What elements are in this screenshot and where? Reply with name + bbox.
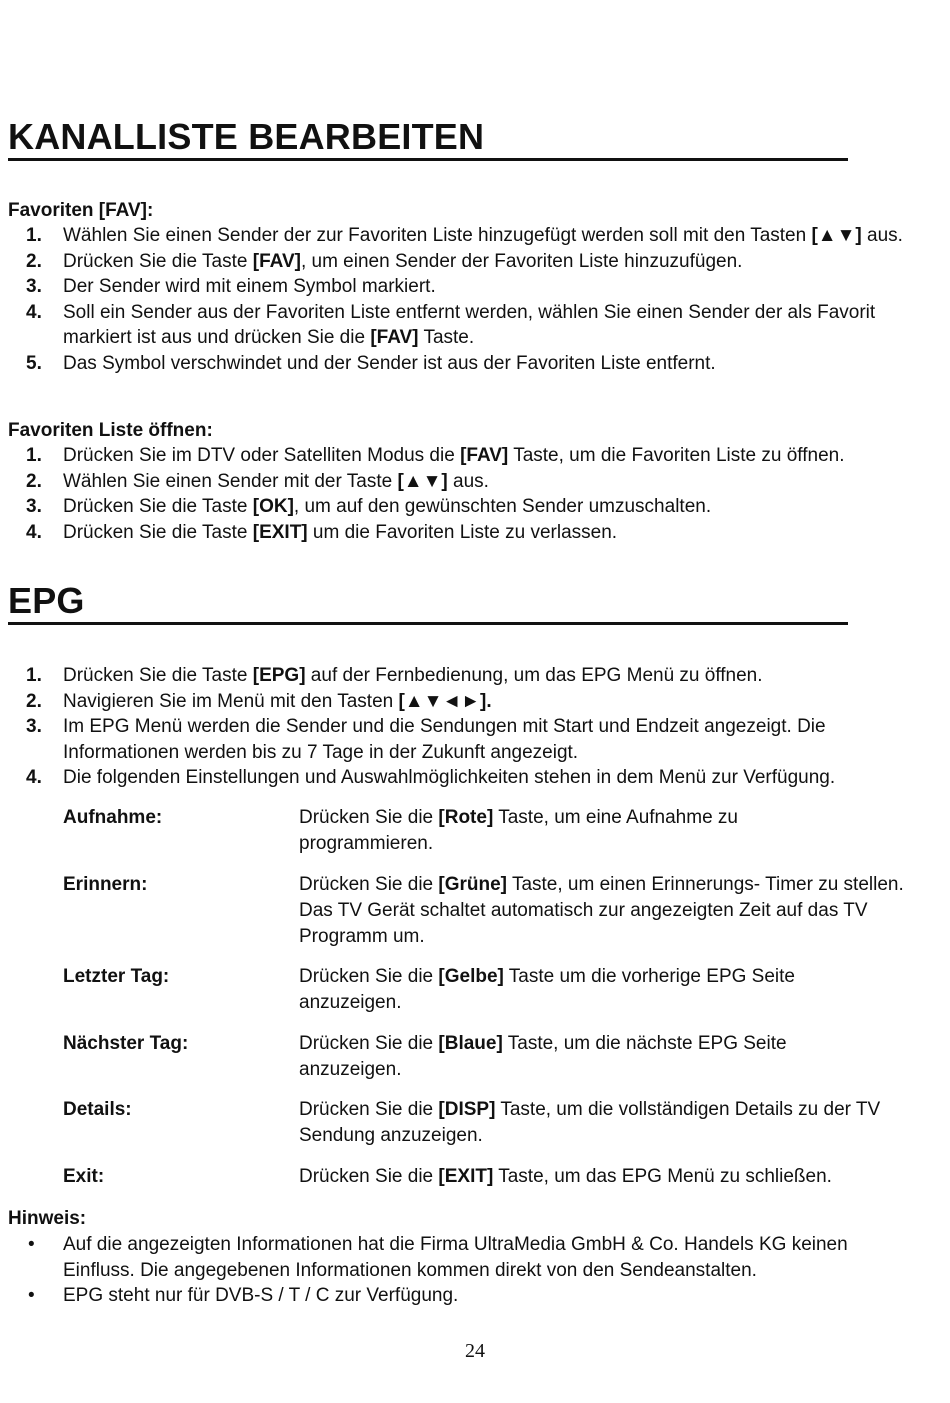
- option-description: Drücken Sie die [Rote] Taste, um eine Aufnahme zu programmieren.: [299, 807, 738, 854]
- step-number: 5.: [26, 352, 42, 374]
- option-term: Erinnern:: [63, 874, 148, 895]
- step-number: 2.: [26, 250, 42, 272]
- step-text: Der Sender wird mit einem Symbol markiert.: [63, 276, 436, 298]
- list-item: [0, 300, 920, 351]
- list-item: [0, 351, 920, 377]
- hinweis-heading: Hinweis:: [8, 1208, 87, 1229]
- step-text-end: aus.: [861, 225, 903, 246]
- step-number: 3.: [26, 276, 42, 298]
- key-label: [EXIT]: [438, 1166, 494, 1187]
- step-number: 2.: [26, 470, 42, 492]
- list-item: [0, 520, 920, 546]
- step-text: Drücken Sie die Taste: [63, 250, 253, 272]
- option-term: Letzter Tag:: [63, 966, 170, 987]
- list-item: [0, 663, 920, 689]
- key-label: [EPG]: [252, 665, 306, 686]
- option-description: Drücken Sie die [Blaue] Taste, um die nächste EPG Seite anzuzeigen.: [299, 1033, 787, 1080]
- step-number: 3.: [26, 496, 42, 518]
- option-term: Exit:: [63, 1166, 105, 1187]
- option-description: Drücken Sie die [Gelbe] Taste um die vorherige EPG Seite anzuzeigen.: [299, 966, 795, 1013]
- favoriten-heading: Favoriten [FAV]:: [8, 200, 154, 221]
- list-item: [0, 443, 920, 469]
- list-item: [0, 223, 920, 249]
- key-label: [▲▼]: [811, 225, 862, 246]
- step-text: Drücken Sie im DTV oder Satelliten Modus die: [63, 445, 461, 466]
- step-text: Im EPG Menü werden die Sender und die Sendungen mit Start und Endzeit angezeigt. Die Informationen werden bis zu 7 Tage in der Zukunft angezeigt.: [63, 716, 826, 763]
- section-title-kanalliste: KANALLISTE BEARBEITEN: [8, 116, 848, 161]
- step-number: 4.: [26, 767, 42, 789]
- section-title-epg: EPG: [8, 580, 848, 625]
- key-label: [Rote]: [438, 807, 494, 828]
- step-text-end: , um auf den gewünschten Sender umzuschalten.: [293, 496, 712, 518]
- epg-steps: [0, 663, 920, 791]
- option-term: Details:: [63, 1099, 132, 1120]
- list-item: [0, 249, 920, 275]
- key-label: [FAV]: [460, 445, 509, 466]
- list-item: [0, 274, 920, 300]
- step-text: Drücken Sie die Taste: [63, 496, 253, 518]
- step-text-end: auf der Fernbedienung, um das EPG Menü zu öffnen.: [305, 665, 763, 686]
- favoriten-steps: [0, 223, 920, 377]
- option-description: Drücken Sie die [EXIT] Taste, um das EPG Menü zu schließen.: [299, 1166, 832, 1187]
- step-text-end: Taste, um die Favoriten Liste zu öffnen.: [508, 445, 845, 466]
- bullet-icon: •: [28, 1234, 35, 1255]
- step-number: 1.: [26, 225, 42, 246]
- key-label: [EXIT]: [252, 521, 308, 543]
- step-number: 3.: [26, 716, 42, 738]
- step-text-end: aus.: [447, 470, 489, 492]
- list-item: [0, 494, 920, 520]
- step-text-end: , um einen Sender der Favoriten Liste hinzuzufügen.: [300, 250, 743, 272]
- key-label: [▲▼◄►].: [398, 690, 492, 712]
- key-label: [FAV]: [252, 250, 301, 272]
- note-text: Auf die angezeigten Informationen hat die Firma UltraMedia GmbH & Co. Handels KG keinen Einfluss. Die angegebenen Informationen kommen direkt von den Sendeanstalten.: [63, 1234, 848, 1281]
- option-term: Aufnahme:: [63, 807, 163, 828]
- step-number: 4.: [26, 521, 42, 543]
- step-text: Drücken Sie die Taste: [63, 665, 253, 686]
- step-text: Soll ein Sender aus der Favoriten Liste entfernt werden, wählen Sie einen Sender der als Favorit markiert ist aus und drücken Sie die: [63, 301, 876, 349]
- note-text: EPG steht nur für DVB-S / T / C zur Verfügung.: [63, 1285, 459, 1307]
- step-number: 2.: [26, 690, 42, 712]
- favoriten-open-steps: [0, 443, 920, 545]
- page-number: 24: [465, 1340, 485, 1362]
- step-text: Drücken Sie die Taste: [63, 521, 253, 543]
- key-label: [DISP]: [438, 1099, 496, 1120]
- list-item: [0, 1232, 920, 1283]
- step-text-end: um die Favoriten Liste zu verlassen.: [307, 521, 618, 543]
- key-label: [Blaue]: [438, 1033, 503, 1054]
- hinweis-list: [0, 1232, 920, 1309]
- bullet-icon: •: [28, 1285, 35, 1307]
- list-item: [0, 1283, 920, 1309]
- step-text: Wählen Sie einen Sender der zur Favoriten Liste hinzugefügt werden soll mit den Tasten: [63, 225, 812, 246]
- step-number: 1.: [26, 445, 42, 466]
- step-text: Die folgenden Einstellungen und Auswahlmöglichkeiten stehen in dem Menü zur Verfügung.: [63, 767, 836, 789]
- list-item: [0, 469, 920, 495]
- step-number: 4.: [26, 301, 42, 323]
- key-label: [FAV]: [370, 327, 419, 349]
- key-label: [OK]: [252, 496, 294, 518]
- option-term: Nächster Tag:: [63, 1033, 189, 1054]
- step-text-end: Taste.: [418, 327, 475, 349]
- favoriten-open-heading: Favoriten Liste öffnen:: [8, 420, 213, 441]
- step-text: Wählen Sie einen Sender mit der Taste: [63, 470, 398, 492]
- option-description: Drücken Sie die [Grüne] Taste, um einen Erinnerungs- Timer zu stellen. Das TV Gerät schaltet automatisch zur angezeigten Zeit auf das TV Programm um.: [299, 874, 904, 947]
- step-number: 1.: [26, 665, 42, 686]
- list-item: [0, 765, 920, 791]
- key-label: [▲▼]: [397, 470, 448, 492]
- list-item: [0, 714, 920, 765]
- list-item: [0, 689, 920, 715]
- key-label: [Grüne]: [438, 874, 508, 895]
- key-label: [Gelbe]: [438, 966, 504, 987]
- step-text: Das Symbol verschwindet und der Sender ist aus der Favoriten Liste entfernt.: [63, 352, 716, 374]
- option-description: Drücken Sie die [DISP] Taste, um die vollständigen Details zu der TV Sendung anzuzeigen.: [299, 1099, 881, 1146]
- step-text: Navigieren Sie im Menü mit den Tasten: [63, 690, 399, 712]
